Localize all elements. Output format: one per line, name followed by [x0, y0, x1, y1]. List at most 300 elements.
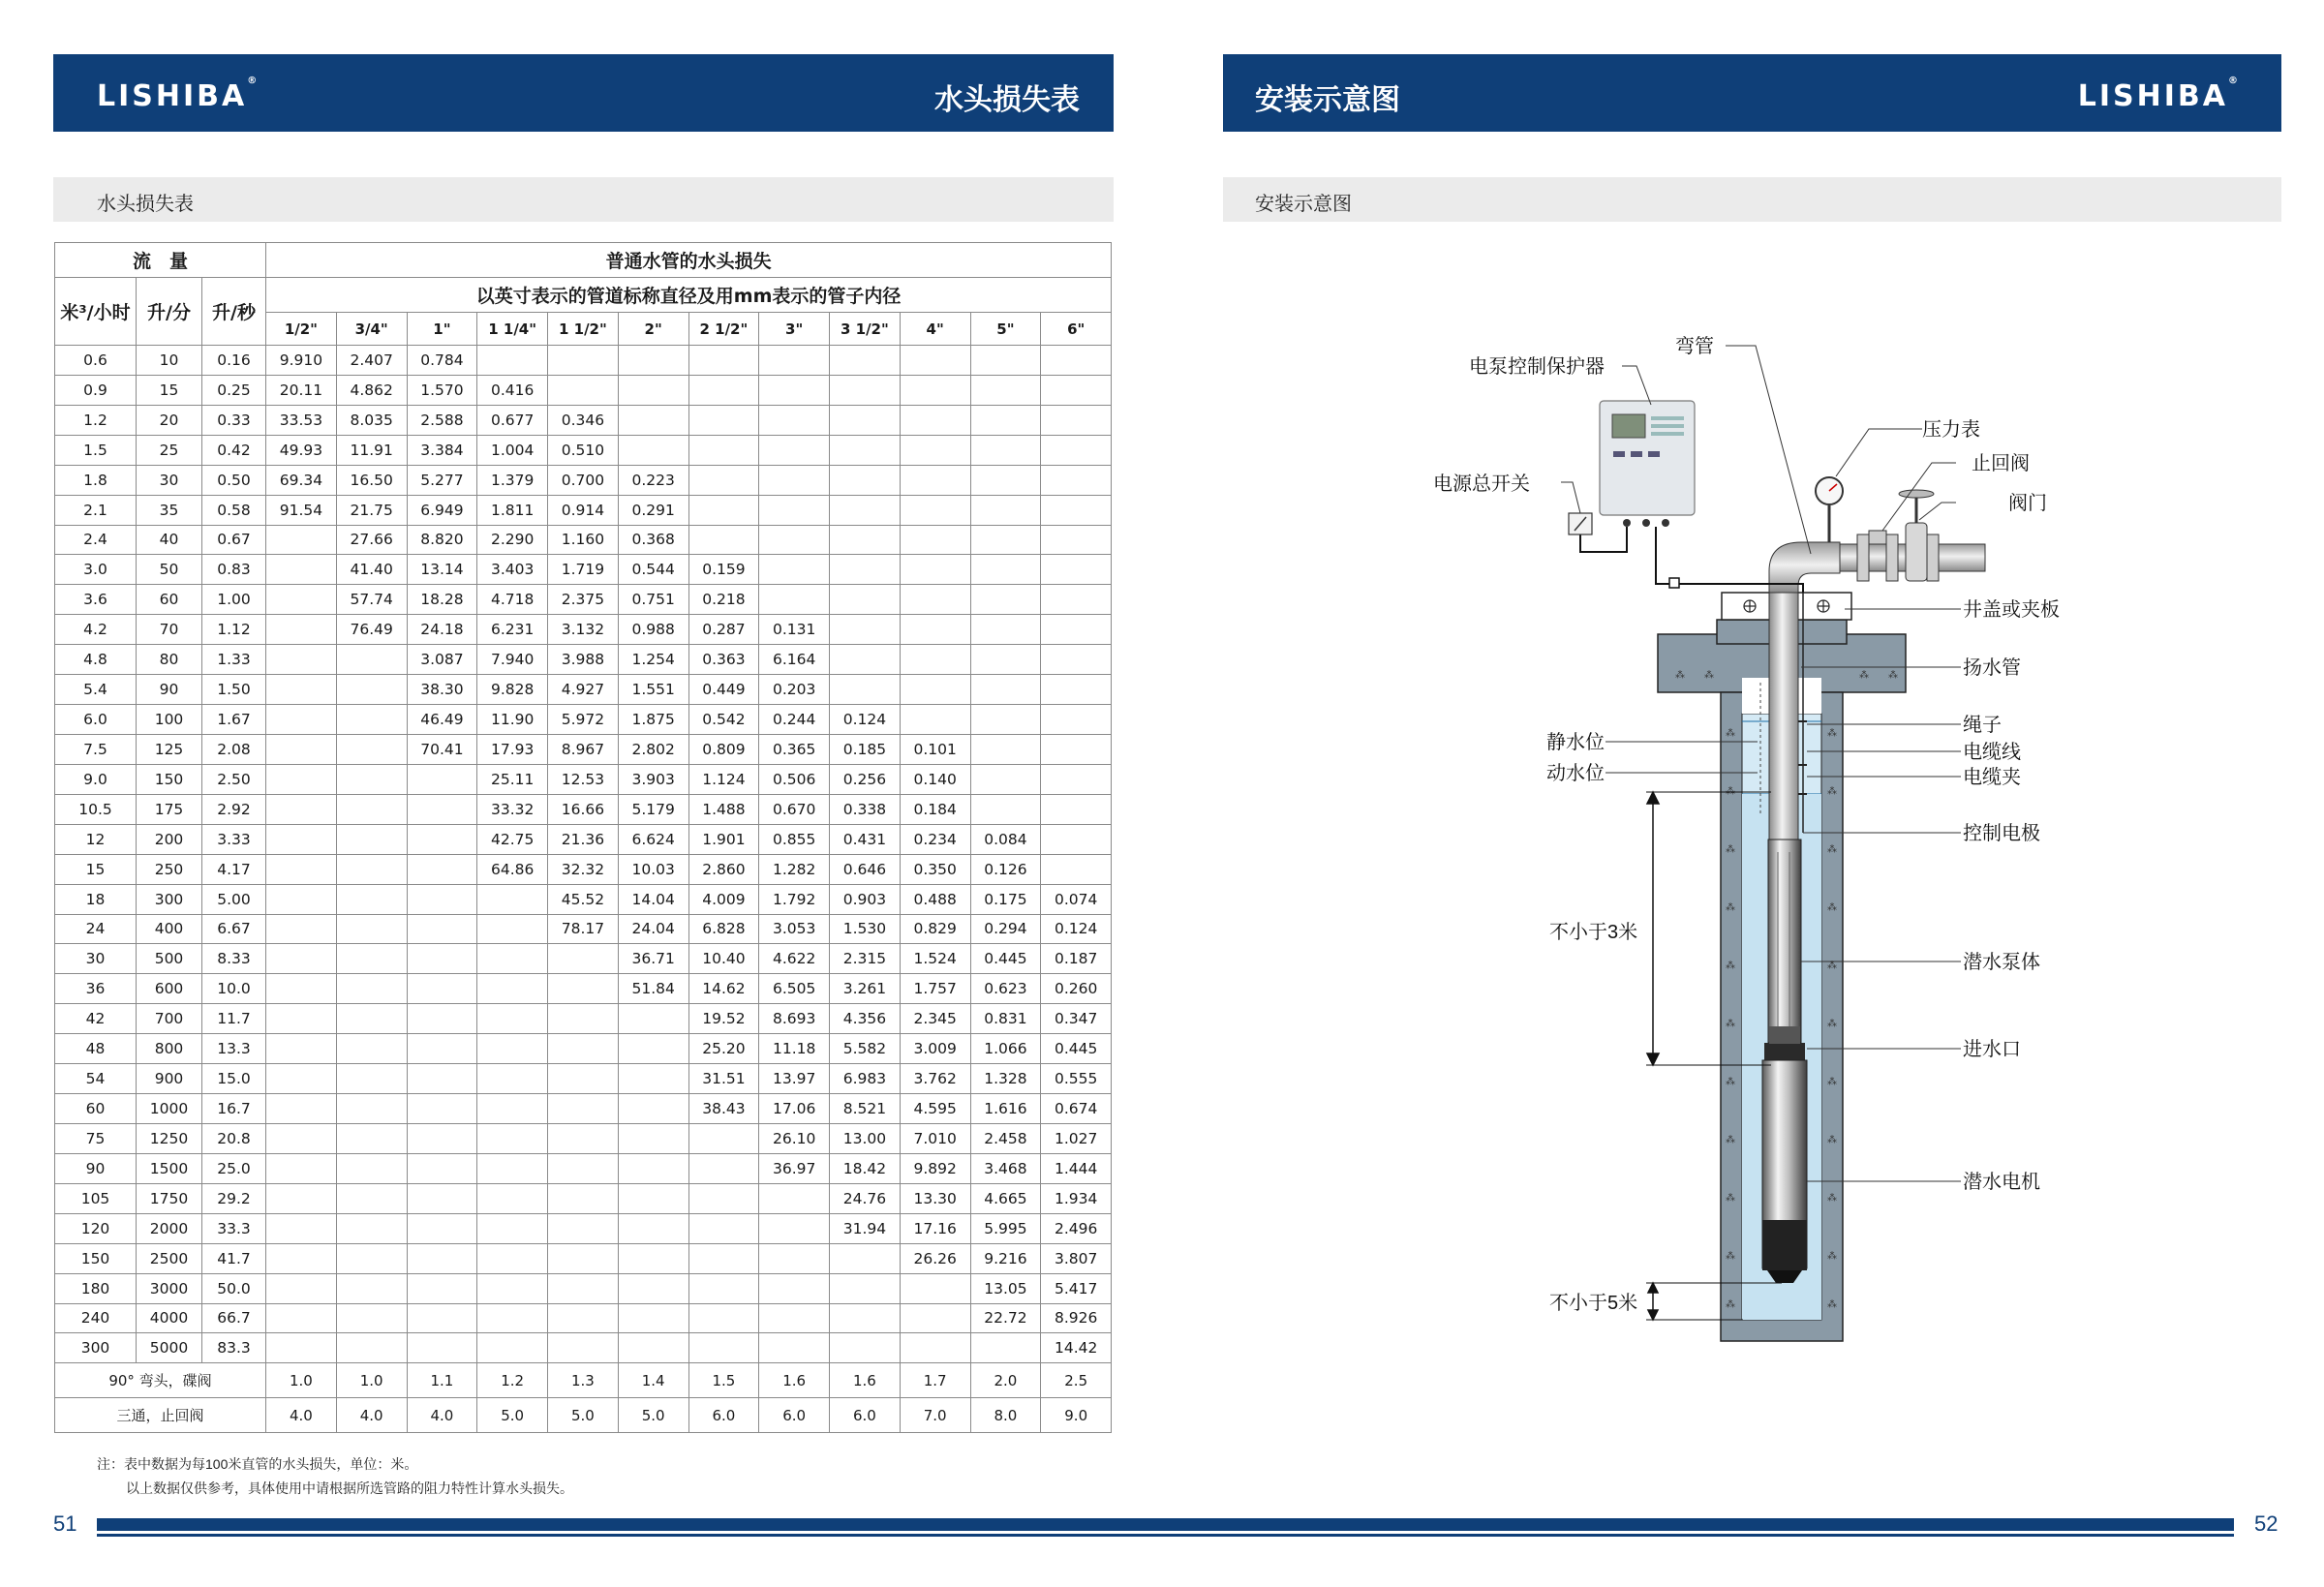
table-cell: 0.363	[688, 645, 759, 675]
svg-text:⁂: ⁂	[1726, 1135, 1735, 1145]
table-cell	[266, 705, 337, 735]
table-cell	[759, 1273, 830, 1303]
table-row	[55, 1064, 1112, 1094]
table-cell: 20	[137, 405, 202, 435]
table-cell	[970, 525, 1041, 555]
page-number: 52	[2254, 1511, 2278, 1536]
table-cell: 0.449	[688, 675, 759, 705]
table-cell: 35	[137, 495, 202, 525]
table-cell	[900, 675, 970, 705]
table-cell	[407, 974, 477, 1004]
table-cell: 50.0	[202, 1273, 266, 1303]
table-cell: 15.0	[202, 1064, 266, 1094]
table-row	[55, 974, 1112, 1004]
table-cell: 9.0	[55, 764, 137, 794]
table-cell	[336, 1004, 407, 1034]
table-cell: 13.14	[407, 555, 477, 585]
svg-text:⁂: ⁂	[1827, 961, 1837, 971]
table-row	[55, 824, 1112, 854]
table-cell: 3.403	[477, 555, 548, 585]
table-cell: 3.988	[548, 645, 619, 675]
table-cell: 5.995	[970, 1213, 1041, 1243]
table-cell	[970, 555, 1041, 585]
table-cell: 21.36	[548, 824, 619, 854]
table-cell: 26.26	[900, 1243, 970, 1273]
table-cell: 0.350	[900, 854, 970, 884]
table-cell: 120	[55, 1213, 137, 1243]
elbow-pipe	[1769, 542, 1840, 593]
diameter-header: 以英寸表示的管道标称直径及用mm表示的管子内径	[266, 278, 1112, 313]
table-cell	[336, 824, 407, 854]
table-cell: 31.94	[830, 1213, 901, 1243]
table-cell: 11.91	[336, 435, 407, 465]
table-cell: 0.124	[830, 705, 901, 735]
table-cell	[830, 1333, 901, 1363]
table-cell	[336, 1034, 407, 1064]
check-valve	[1869, 531, 1886, 544]
table-cell	[618, 1333, 688, 1363]
table-cell	[970, 705, 1041, 735]
table-cell: 5.00	[202, 884, 266, 914]
table-cell: 13.00	[830, 1123, 901, 1153]
table-cell: 0.903	[830, 884, 901, 914]
table-row	[55, 615, 1112, 645]
table-cell: 0.9	[55, 375, 137, 405]
table-cell: 1.444	[1041, 1153, 1112, 1183]
page-title: 水头损失表	[934, 84, 1080, 116]
table-cell: 57.74	[336, 585, 407, 615]
table-cell: 1.8	[55, 465, 137, 495]
table-cell	[688, 1183, 759, 1213]
table-cell: 6.0	[688, 1398, 759, 1433]
table-cell: 700	[137, 1004, 202, 1034]
table-cell: 24.04	[618, 914, 688, 944]
table-cell	[336, 1243, 407, 1273]
table-cell: 0.084	[970, 824, 1041, 854]
table-cell: 2.375	[548, 585, 619, 615]
table-cell	[266, 734, 337, 764]
table-cell: 0.124	[1041, 914, 1112, 944]
table-cell: 1.4	[618, 1363, 688, 1398]
label-valve: 阀门	[2008, 493, 2047, 514]
table-cell: 0.184	[900, 794, 970, 824]
table-cell: 51.84	[618, 974, 688, 1004]
table-cell: 0.347	[1041, 1004, 1112, 1034]
svg-text:⁂: ⁂	[1827, 1077, 1837, 1087]
table-cell: 22.72	[970, 1303, 1041, 1333]
pipe-size-header: 1/2"	[266, 313, 337, 346]
table-row	[55, 734, 1112, 764]
table-cell	[336, 764, 407, 794]
table-cell	[688, 1333, 759, 1363]
table-cell: 20.8	[202, 1123, 266, 1153]
table-cell: 1000	[137, 1094, 202, 1124]
table-cell	[688, 346, 759, 376]
table-cell	[900, 405, 970, 435]
table-cell: 0.42	[202, 435, 266, 465]
table-cell: 4.665	[970, 1183, 1041, 1213]
table-cell: 0.346	[548, 405, 619, 435]
table-cell	[548, 1333, 619, 1363]
table-cell	[266, 1273, 337, 1303]
table-cell: 9.0	[1041, 1398, 1112, 1433]
table-row	[55, 794, 1112, 824]
table-cell: 0.784	[407, 346, 477, 376]
table-cell: 1.2	[55, 405, 137, 435]
table-cell	[266, 944, 337, 974]
table-cell: 3.132	[548, 615, 619, 645]
table-cell: 49.93	[266, 435, 337, 465]
unit-header: 米³/小时	[55, 278, 137, 346]
table-cell	[759, 375, 830, 405]
table-cell: 7.0	[900, 1398, 970, 1433]
table-cell	[830, 465, 901, 495]
table-cell	[688, 375, 759, 405]
table-cell	[900, 555, 970, 585]
table-cell: 0.510	[548, 435, 619, 465]
table-cell	[830, 346, 901, 376]
table-cell	[618, 1004, 688, 1034]
table-cell: 11.90	[477, 705, 548, 735]
table-cell: 12.53	[548, 764, 619, 794]
table-cell	[266, 914, 337, 944]
table-cell	[759, 1243, 830, 1273]
table-cell	[266, 525, 337, 555]
table-cell	[407, 1123, 477, 1153]
table-cell: 2.4	[55, 525, 137, 555]
installation-diagram	[1404, 290, 2140, 1375]
table-cell: 80	[137, 645, 202, 675]
table-cell	[336, 1213, 407, 1243]
table-cell	[407, 1153, 477, 1183]
table-cell	[970, 734, 1041, 764]
table-cell: 6.0	[830, 1398, 901, 1433]
table-cell	[1041, 764, 1112, 794]
table-cell: 3.6	[55, 585, 137, 615]
table-cell: 0.988	[618, 615, 688, 645]
table-cell: 4.356	[830, 1004, 901, 1034]
flow-header: 流 量	[55, 243, 266, 278]
table-cell: 8.035	[336, 405, 407, 435]
table-cell: 2.92	[202, 794, 266, 824]
table-cell: 0.187	[1041, 944, 1112, 974]
table-cell	[618, 1273, 688, 1303]
svg-text:⁂: ⁂	[1675, 670, 1685, 681]
table-note	[97, 1452, 573, 1501]
table-cell: 42.75	[477, 824, 548, 854]
svg-text:⁂: ⁂	[1827, 1251, 1837, 1262]
table-cell	[1041, 675, 1112, 705]
table-cell	[266, 1123, 337, 1153]
section-title: 水头损失表	[97, 194, 194, 215]
table-cell	[830, 1273, 901, 1303]
label-pump-body: 潜水泵体	[1963, 952, 2040, 973]
table-cell: 4.595	[900, 1094, 970, 1124]
table-row	[55, 495, 1112, 525]
table-cell	[830, 375, 901, 405]
table-cell: 0.506	[759, 764, 830, 794]
table-cell	[759, 495, 830, 525]
svg-text:⁂: ⁂	[1827, 1135, 1837, 1145]
table-cell: 9.892	[900, 1153, 970, 1183]
table-cell: 1.551	[618, 675, 688, 705]
table-cell	[1041, 375, 1112, 405]
table-cell: 30	[55, 944, 137, 974]
label-cable-clamp: 电缆夹	[1963, 767, 2021, 788]
table-cell	[1041, 585, 1112, 615]
table-row	[55, 944, 1112, 974]
table-cell: 105	[55, 1183, 137, 1213]
table-cell	[759, 1333, 830, 1363]
table-cell: 1.124	[688, 764, 759, 794]
table-cell	[830, 1243, 901, 1273]
table-cell	[548, 944, 619, 974]
table-cell: 1.811	[477, 495, 548, 525]
table-cell: 2.588	[407, 405, 477, 435]
table-cell	[900, 495, 970, 525]
table-cell: 1.004	[477, 435, 548, 465]
table-cell: 9.828	[477, 675, 548, 705]
table-cell: 4.0	[336, 1398, 407, 1433]
table-cell	[900, 435, 970, 465]
table-cell	[970, 465, 1041, 495]
table-cell: 18.28	[407, 585, 477, 615]
table-cell	[548, 1303, 619, 1333]
table-cell: 2.802	[618, 734, 688, 764]
table-row	[55, 675, 1112, 705]
fitting-label: 三通，止回阀	[55, 1398, 266, 1433]
table-row	[55, 465, 1112, 495]
loss-header: 普通水管的水头损失	[266, 243, 1112, 278]
table-cell: 1.1	[407, 1363, 477, 1398]
table-cell: 25.11	[477, 764, 548, 794]
table-cell	[970, 1333, 1041, 1363]
valve-body	[1906, 523, 1927, 581]
table-cell	[618, 1094, 688, 1124]
table-cell: 12	[55, 824, 137, 854]
table-cell: 1.254	[618, 645, 688, 675]
table-cell: 0.58	[202, 495, 266, 525]
table-cell: 1.0	[336, 1363, 407, 1398]
table-cell: 10	[137, 346, 202, 376]
svg-text:⁂: ⁂	[1827, 728, 1837, 739]
table-cell	[900, 375, 970, 405]
table-cell: 8.693	[759, 1004, 830, 1034]
table-cell: 9.216	[970, 1243, 1041, 1273]
table-cell: 15	[137, 375, 202, 405]
note-line: 注：表中数据为每100米直管的水头损失，单位：米。	[97, 1456, 418, 1472]
table-cell: 33.53	[266, 405, 337, 435]
table-cell	[336, 1094, 407, 1124]
table-cell: 19.52	[688, 1004, 759, 1034]
table-cell	[1041, 645, 1112, 675]
table-cell: 0.67	[202, 525, 266, 555]
table-cell	[548, 1243, 619, 1273]
table-cell: 16.7	[202, 1094, 266, 1124]
table-cell: 3.468	[970, 1153, 1041, 1183]
table-cell	[548, 1273, 619, 1303]
table-cell: 6.231	[477, 615, 548, 645]
table-cell	[688, 435, 759, 465]
table-cell	[618, 405, 688, 435]
table-cell: 1.6	[759, 1363, 830, 1398]
svg-text:⁂: ⁂	[1704, 670, 1714, 681]
table-cell: 0.365	[759, 734, 830, 764]
table-cell: 8.926	[1041, 1303, 1112, 1333]
table-cell	[477, 1123, 548, 1153]
table-cell	[266, 1213, 337, 1243]
table-cell	[336, 675, 407, 705]
table-cell	[266, 794, 337, 824]
table-cell: 14.04	[618, 884, 688, 914]
table-cell	[477, 914, 548, 944]
table-cell: 38.43	[688, 1094, 759, 1124]
table-cell	[407, 1303, 477, 1333]
table-cell: 7.010	[900, 1123, 970, 1153]
table-cell: 70.41	[407, 734, 477, 764]
svg-text:⁂: ⁂	[1726, 728, 1735, 739]
table-cell: 45.52	[548, 884, 619, 914]
table-cell: 0.544	[618, 555, 688, 585]
table-cell	[900, 585, 970, 615]
table-cell	[407, 1064, 477, 1094]
table-cell	[266, 974, 337, 1004]
table-row	[55, 525, 1112, 555]
svg-text:⁂: ⁂	[1726, 1299, 1735, 1310]
table-row	[55, 884, 1112, 914]
table-cell: 17.16	[900, 1213, 970, 1243]
table-cell: 0.291	[618, 495, 688, 525]
table-row	[55, 1243, 1112, 1273]
table-cell	[970, 645, 1041, 675]
table-cell: 33.32	[477, 794, 548, 824]
table-cell	[548, 346, 619, 376]
table-cell: 0.700	[548, 465, 619, 495]
table-cell	[688, 1123, 759, 1153]
table-cell: 15	[55, 854, 137, 884]
table-cell	[1041, 405, 1112, 435]
table-cell: 0.338	[830, 794, 901, 824]
table-cell	[970, 375, 1041, 405]
table-cell: 2500	[137, 1243, 202, 1273]
table-cell: 20.11	[266, 375, 337, 405]
pipe-size-header: 3"	[759, 313, 830, 346]
svg-text:⁂: ⁂	[1827, 1193, 1837, 1204]
svg-text:⁂: ⁂	[1726, 1193, 1735, 1204]
table-cell: 1.12	[202, 615, 266, 645]
table-cell: 0.670	[759, 794, 830, 824]
table-cell: 5.277	[407, 465, 477, 495]
table-row	[55, 1034, 1112, 1064]
table-cell: 60	[137, 585, 202, 615]
table-cell	[266, 1034, 337, 1064]
table-cell: 17.93	[477, 734, 548, 764]
table-cell	[759, 1213, 830, 1243]
table-cell: 1.00	[202, 585, 266, 615]
table-cell: 3.384	[407, 435, 477, 465]
table-cell	[759, 525, 830, 555]
table-cell	[688, 405, 759, 435]
table-row	[55, 1094, 1112, 1124]
table-cell: 13.05	[970, 1273, 1041, 1303]
table-cell: 600	[137, 974, 202, 1004]
table-cell	[688, 465, 759, 495]
table-cell: 5000	[137, 1333, 202, 1363]
table-cell	[266, 1094, 337, 1124]
table-cell: 175	[137, 794, 202, 824]
table-cell: 11.7	[202, 1004, 266, 1034]
pipe-size-header: 1 1/4"	[477, 313, 548, 346]
table-cell: 0.646	[830, 854, 901, 884]
table-cell: 1.5	[55, 435, 137, 465]
table-cell: 200	[137, 824, 202, 854]
table-cell	[266, 764, 337, 794]
table-cell	[477, 1333, 548, 1363]
table-cell: 4.8	[55, 645, 137, 675]
table-cell: 26.10	[759, 1123, 830, 1153]
table-row	[55, 914, 1112, 944]
table-cell: 40	[137, 525, 202, 555]
controller-box	[1600, 401, 1695, 527]
table-row	[55, 764, 1112, 794]
table-cell	[1041, 346, 1112, 376]
footer-bar	[97, 1518, 2234, 1531]
table-cell: 0.101	[900, 734, 970, 764]
svg-text:⁂: ⁂	[1726, 1077, 1735, 1087]
table-cell: 6.624	[618, 824, 688, 854]
table-cell	[1041, 705, 1112, 735]
table-cell: 31.51	[688, 1064, 759, 1094]
table-cell: 29.2	[202, 1183, 266, 1213]
header-banner-left	[53, 54, 1114, 132]
table-cell: 0.131	[759, 615, 830, 645]
table-cell: 1.3	[548, 1363, 619, 1398]
label-min-5m: 不小于5米	[1549, 1293, 1638, 1314]
table-row	[55, 1153, 1112, 1183]
table-cell	[266, 585, 337, 615]
table-cell: 17.06	[759, 1094, 830, 1124]
table-cell: 6.0	[55, 705, 137, 735]
table-cell	[548, 1034, 619, 1064]
table-cell	[266, 1183, 337, 1213]
table-cell	[266, 854, 337, 884]
table-cell: 0.431	[830, 824, 901, 854]
table-cell: 0.751	[618, 585, 688, 615]
table-cell	[1041, 615, 1112, 645]
table-cell: 11.18	[759, 1034, 830, 1064]
table-cell: 6.0	[759, 1398, 830, 1433]
table-cell: 2.496	[1041, 1213, 1112, 1243]
table-cell: 13.30	[900, 1183, 970, 1213]
table-cell	[759, 435, 830, 465]
table-cell	[266, 1064, 337, 1094]
table-cell: 6.949	[407, 495, 477, 525]
table-cell: 66.7	[202, 1303, 266, 1333]
table-cell	[336, 884, 407, 914]
section-title: 安装示意图	[1255, 194, 1352, 215]
table-cell	[830, 405, 901, 435]
table-cell: 0.25	[202, 375, 266, 405]
table-cell: 0.33	[202, 405, 266, 435]
table-cell: 400	[137, 914, 202, 944]
table-cell: 2.1	[55, 495, 137, 525]
table-cell	[900, 615, 970, 645]
table-cell: 30	[137, 465, 202, 495]
table-cell	[970, 405, 1041, 435]
table-cell: 800	[137, 1034, 202, 1064]
table-cell: 33.3	[202, 1213, 266, 1243]
svg-text:⁂: ⁂	[1726, 844, 1735, 855]
